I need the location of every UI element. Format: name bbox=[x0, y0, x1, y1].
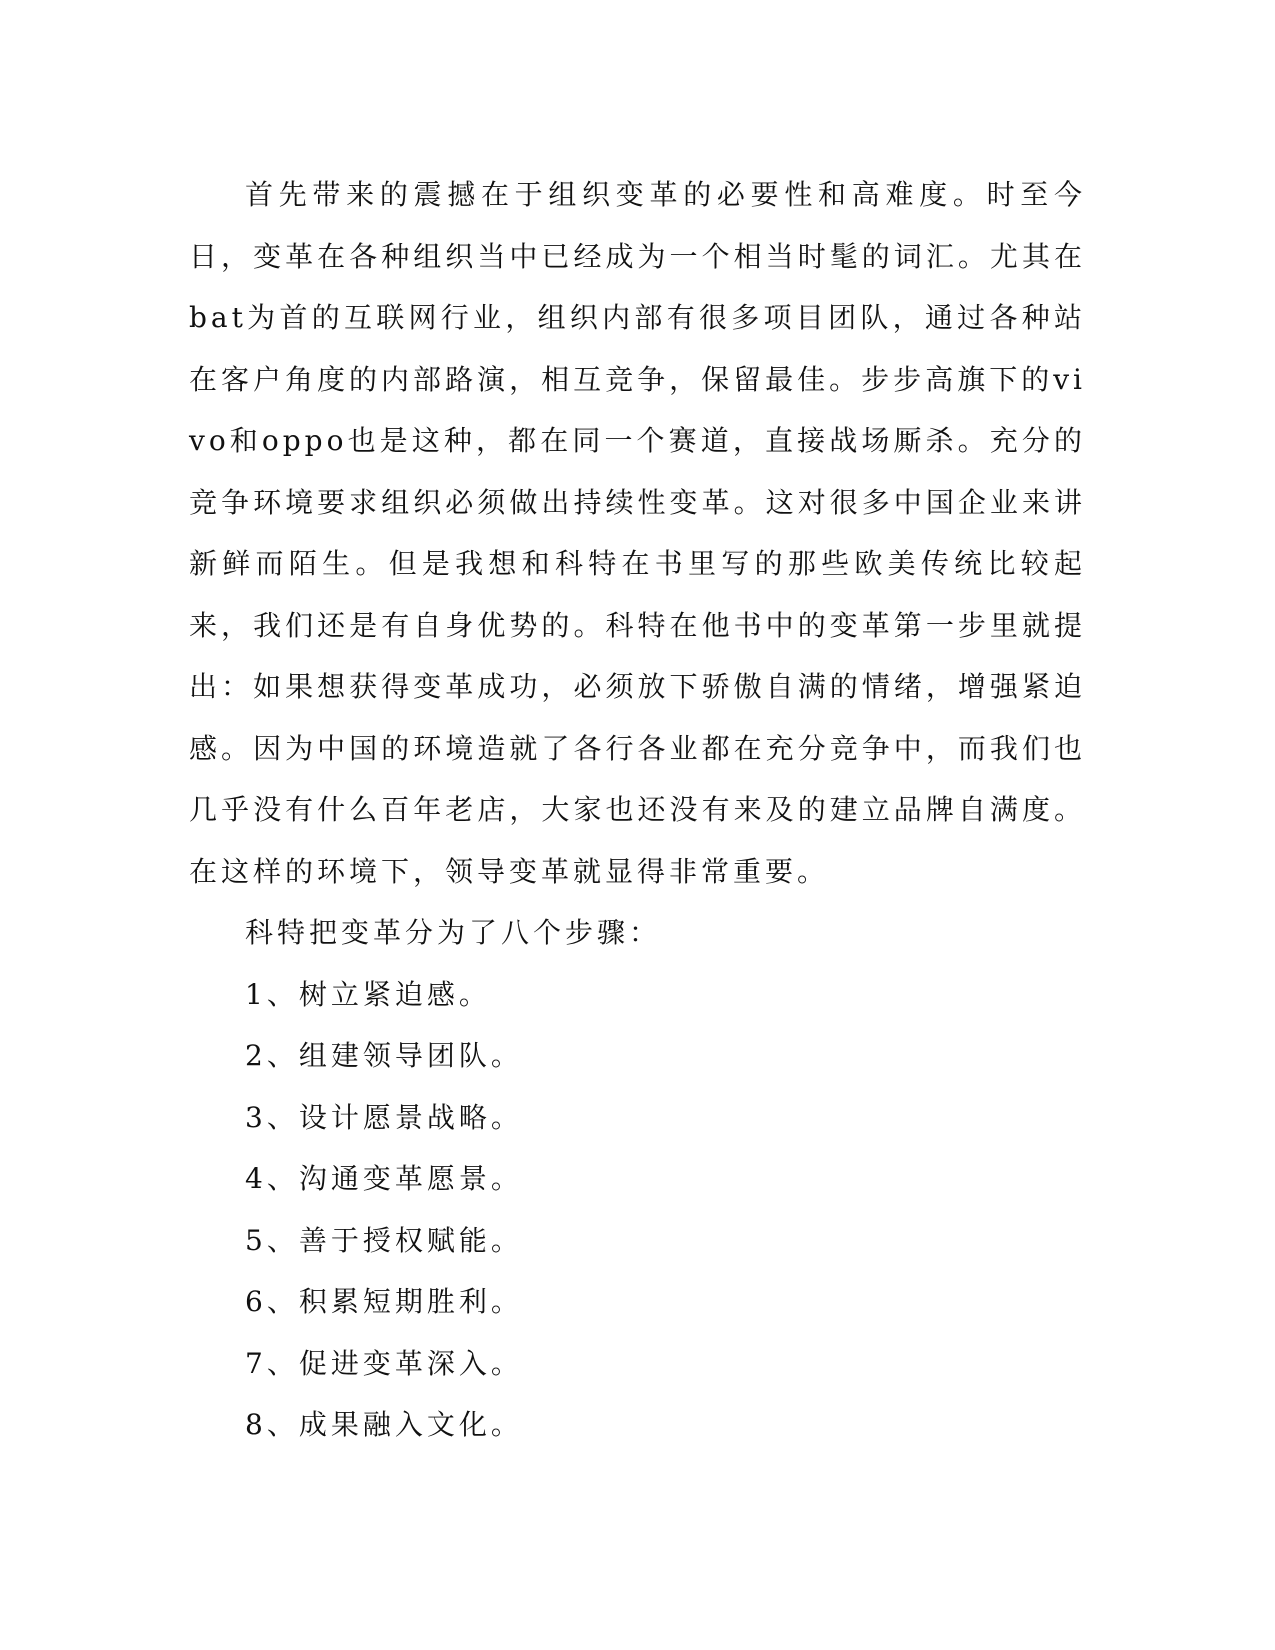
step-item: 6、积累短期胜利。 bbox=[245, 1285, 523, 1318]
step-item: 3、设计愿景战略。 bbox=[245, 1100, 523, 1134]
step-item: 8、成果融入文化。 bbox=[245, 1408, 523, 1441]
step-item: 5、善于授权赋能。 bbox=[245, 1223, 523, 1257]
body-paragraph-steps-heading: 科特把变革分为了八个步骤： bbox=[245, 916, 662, 949]
step-item: 2、组建领导团队。 bbox=[245, 1039, 523, 1072]
step-item: 7、促进变革深入。 bbox=[245, 1346, 523, 1380]
steps-list bbox=[189, 964, 1086, 1456]
step-item: 4、沟通变革愿景。 bbox=[245, 1162, 523, 1195]
body-paragraph-intro: 首先带来的震撼在于组织变革的必要性和高难度。时至今日，变革在各种组织当中已经成为一个相当时髦的词汇。尤其在bat为首的互联网行业，组织内部有很多项目团队，通过各种站在客户角度的内部路演，相互竞争，保留最佳。步步高旗下的vivo和oppo也是这种，都在同一个赛道，直接战场厮杀。充分的竞争环境要求组织必须做出持续性变革。这对很多中国企业来讲新鲜而陌生。但是我想和科特在书里写的那些欧美传统比较起来，我们还是有自身优势的。科特在他书中的变革第一步里就提出：如果想获得变革成功，必须放下骄傲自满的情绪，增强紧迫感。因为中国的环境造就了各行各业都在充分竞争中，而我们也几乎没有什么百年老店，大家也还没有来及的建立品牌自满度。在这样的环境下，领导变革就显得非常重要。 bbox=[189, 178, 1086, 888]
step-item: 1、树立紧迫感。 bbox=[245, 977, 491, 1011]
document-body bbox=[189, 164, 1086, 1456]
